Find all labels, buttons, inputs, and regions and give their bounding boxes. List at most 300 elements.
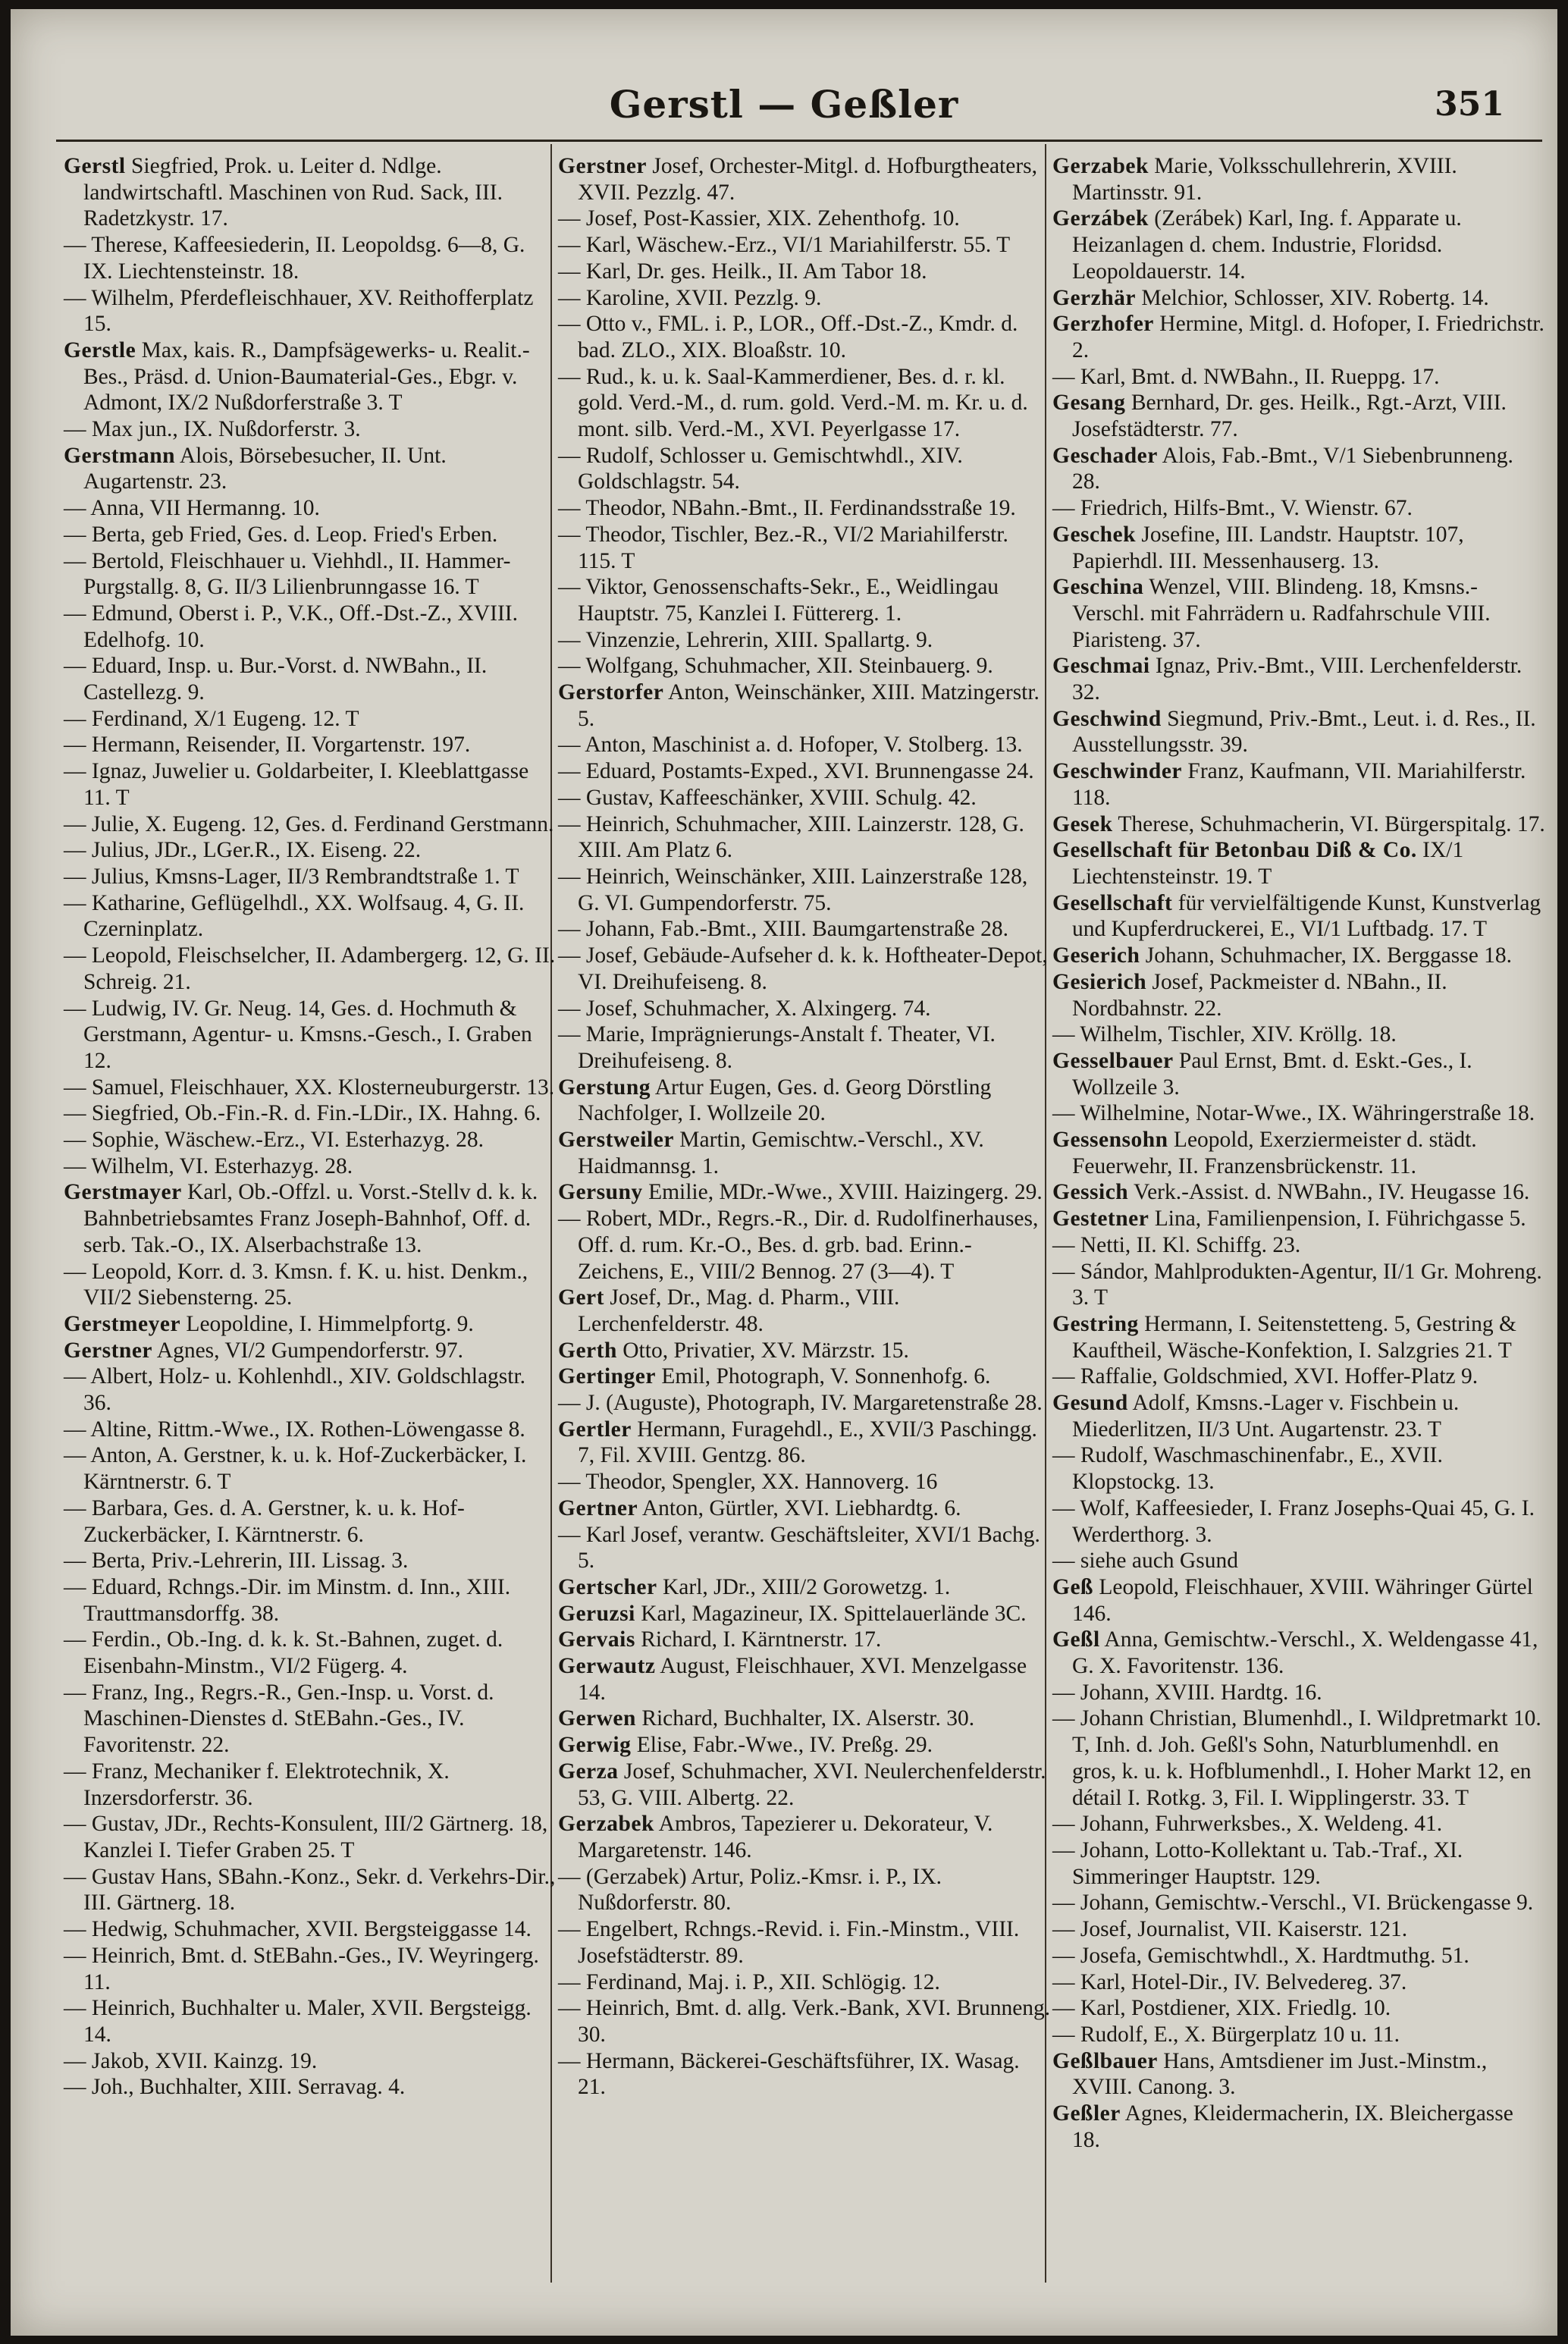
directory-entry <box>64 1495 557 1548</box>
entry-details: Johann, Schuhmacher, IX. Berggasse 18. <box>1145 943 1513 968</box>
entry-surname: Gessich <box>1052 1180 1129 1205</box>
directory-entry <box>558 1601 1051 1627</box>
entry-details: — J. (Auguste), Photograph, IV. Margaretenstraße 28. <box>558 1391 1043 1416</box>
directory-entry <box>1052 1943 1545 1969</box>
entry-surname: Gestetner <box>1052 1207 1149 1232</box>
entry-details: — siehe auch Gsund <box>1052 1549 1238 1574</box>
directory-entry <box>1052 1442 1545 1495</box>
directory-entry <box>64 811 557 838</box>
directory-entry <box>64 1916 557 1943</box>
entry-surname: Gersuny <box>558 1180 643 1205</box>
entry-details: — Bertold, Fleischhauer u. Viehhdl., II. Hammer-Purgstallg. 8, G. II/3 Lilienbrunngasse 16. T <box>64 548 511 600</box>
entry-details: — Wilhelmine, Notar-Wwe., IX. Währingerstraße 18. <box>1052 1101 1535 1126</box>
entry-details: — Rudolf, Waschmaschinenfabr., E., XVII. Klopstockg. 13. <box>1052 1443 1443 1495</box>
entry-details: Leopold, Fleischhauer, XVIII. Währinger Gürtel 146. <box>1072 1574 1533 1626</box>
directory-entry <box>1052 706 1545 758</box>
directory-entry <box>64 416 557 443</box>
entry-details: — Anton, Maschinist a. d. Hofoper, V. Stolberg. 13. <box>558 733 1023 758</box>
directory-entry <box>64 1338 557 1364</box>
directory-entry <box>558 732 1051 758</box>
entry-details: Karl, Ob.-Offzl. u. Vorst.-Stellv d. k. k. Bahnbetriebsamtes Franz Joseph-Bahnhof, Off. d. serb. Tak.-O., IX. Alserbachstraße 13. <box>83 1180 538 1257</box>
entry-details: Hermann, Furagehdl., E., XVII/3 Paschingg. 7, Fil. XVIII. Gentzg. 86. <box>578 1417 1037 1468</box>
directory-entry <box>1052 1916 1545 1943</box>
entry-details: — Josef, Gebäude-Aufseher d. k. k. Hoftheater-Depot, VI. Dreihufeiseng. 8. <box>558 943 1048 994</box>
directory-entry <box>64 943 557 995</box>
directory-entry <box>1052 758 1545 811</box>
entry-details: — Heinrich, Bmt. d. StEBahn.-Ges., IV. Weyringerg. 11. <box>64 1943 539 1994</box>
entry-surname: Geschader <box>1052 443 1158 468</box>
entry-details: Hans, Amtsdiener im Just.-Minstm., XVIII. Canong. 3. <box>1072 2048 1488 2100</box>
entry-details: Siegfried, Prok. u. Leiter d. Ndlge. landwirtschaftl. Maschinen von Rud. Sack, III. Radetzkystr. 17. <box>83 154 503 231</box>
entry-details: — Rud., k. u. k. Saal-Kammerdiener, Bes. d. r. kl. gold. Verd.-M., d. rum. gold. Verd.-M. m. Kr. u. d. mont. silb. Verd.-M., XVI. Peyerlgasse 17. <box>558 364 1028 442</box>
entry-surname: Gerstle <box>64 337 136 362</box>
entry-details: Alois, Börsebesucher, II. Unt. Augartenstr. 23. <box>83 443 447 494</box>
directory-entry <box>1052 1890 1545 1916</box>
entry-details: — Robert, MDr., Regrs.-R., Dir. d. Rudolfinerhauses, Off. d. rum. Kr.-O., Bes. d. grb. bad. Erinn.-Zeichens, E., VIII/2 Bennog. 27 (3—4). T <box>558 1207 1039 1284</box>
entry-details: Melchior, Schlosser, XIV. Robertg. 14. <box>1141 285 1489 310</box>
directory-entry <box>64 1311 557 1338</box>
directory-entry <box>1052 206 1545 284</box>
entry-details: — Hermann, Bäckerei-Geschäftsführer, IX. Wasag. 21. <box>558 2048 1020 2100</box>
entry-surname: Geß <box>1052 1574 1093 1599</box>
entry-details: Agnes, VI/2 Gumpendorferstr. 97. <box>156 1338 463 1363</box>
directory-entry <box>1052 153 1545 206</box>
directory-entry <box>1052 311 1545 363</box>
entry-details: — Theodor, Spengler, XX. Hannoverg. 16 <box>558 1470 938 1495</box>
entry-details: Marie, Volksschullehrerin, XVIII. Martinsstr. 91. <box>1072 154 1457 205</box>
directory-entry <box>64 337 557 416</box>
directory-entry <box>64 996 557 1075</box>
directory-entry <box>1052 1232 1545 1259</box>
directory-entry <box>64 1759 557 1811</box>
entry-details: — Johann, Lotto-Kollektant u. Tab.-Traf., XI. Simmeringer Hauptstr. 129. <box>1052 1838 1463 1889</box>
entry-details: — Rudolf, Schlosser u. Gemischtwhdl., XIV. Goldschlagstr. 54. <box>558 443 963 494</box>
entry-details: IX/1 Liechtensteinstr. 19. T <box>1072 838 1464 889</box>
directory-entry <box>1052 522 1545 574</box>
entry-details: — Barbara, Ges. d. A. Gerstner, k. u. k. Hof-Zuckerbäcker, I. Kärntnerstr. 6. <box>64 1495 465 1547</box>
entry-surname: Gessensohn <box>1052 1128 1168 1153</box>
directory-entry <box>64 1100 557 1127</box>
entry-details: — Max jun., IX. Nußdorferstr. 3. <box>64 417 361 442</box>
entry-details: — Josef, Schuhmacher, X. Alxingerg. 74. <box>558 996 931 1021</box>
directory-entry <box>64 706 557 733</box>
directory-entry <box>1052 1259 1545 1311</box>
entry-details: — Netti, II. Kl. Schiffg. 23. <box>1052 1232 1301 1257</box>
entry-details: Therese, Schuhmacherin, VI. Bürgerspitalg. 17. <box>1118 811 1545 836</box>
entry-details: — Franz, Ing., Regrs.-R., Gen.-Insp. u. Vorst. d. Maschinen-Dienstes d. StEBahn.-Ges., IV. Favoritenstr. 22. <box>64 1680 494 1758</box>
entry-details: — Karl, Wäschew.-Erz., VI/1 Mariahilferstr. 55. T <box>558 233 1011 258</box>
entry-details: Emilie, MDr.-Wwe., XVIII. Haizingerg. 29. <box>648 1180 1043 1205</box>
directory-entry <box>558 522 1051 574</box>
entry-details: — Friedrich, Hilfs-Bmt., V. Wienstr. 67. <box>1052 496 1413 521</box>
entry-details: Hermann, I. Seitenstetteng. 5, Gestring & Kauftheil, Wäsche-Konfektion, I. Salzgries 21. T <box>1072 1311 1516 1363</box>
directory-entry <box>1052 574 1545 653</box>
directory-entry <box>558 1363 1051 1390</box>
directory-entry <box>1052 1495 1545 1548</box>
entry-details: — Therese, Kaffeesiederin, II. Leopoldsg. 6—8, G. IX. Liechtensteinstr. 18. <box>64 233 525 284</box>
entry-details: — Gustav Hans, SBahn.-Konz., Sekr. d. Verkehrs-Dir., III. Gärtnerg. 18. <box>64 1864 556 1916</box>
directory-entry <box>64 1627 557 1679</box>
directory-entry <box>64 1864 557 1916</box>
entry-surname: Geschwind <box>1052 706 1162 731</box>
entry-surname: Gertinger <box>558 1364 656 1389</box>
directory-entry <box>1052 1127 1545 1179</box>
entry-details: Josef, Orchester-Mitgl. d. Hofburgtheaters, XVII. Pezzlg. 47. <box>578 154 1038 205</box>
entry-details: Karl, JDr., XIII/2 Gorowetzg. 1. <box>663 1574 951 1599</box>
directory-entry <box>1052 1311 1545 1363</box>
entry-surname: Gerwen <box>558 1706 636 1731</box>
entry-surname: Gerstweiler <box>558 1128 674 1153</box>
directory-entry <box>558 364 1051 443</box>
entry-details: — Viktor, Genossenschafts-Sekr., E., Weidlingau Hauptstr. 75, Kanzlei I. Füttererg. 1. <box>558 575 999 626</box>
directory-entry <box>64 758 557 811</box>
entry-details: — Hedwig, Schuhmacher, XVII. Bergsteiggasse 14. <box>64 1917 532 1942</box>
directory-entry <box>558 679 1051 732</box>
entry-details: Josef, Dr., Mag. d. Pharm., VIII. Lerchenfelderstr. 48. <box>578 1285 900 1336</box>
entry-details: — Wilhelm, Pferdefleischhauer, XV. Reithofferplatz 15. <box>64 285 534 337</box>
directory-entry <box>1052 943 1545 969</box>
entry-details: — Raffalie, Goldschmied, XVI. Hoffer-Platz 9. <box>1052 1364 1479 1389</box>
entry-details: — Otto v., FML. i. P., LOR., Off.-Dst.-Z., Kmdr. d. bad. ZLO., XIX. Bloaßstr. 10. <box>558 312 1018 362</box>
directory-entry <box>64 601 557 653</box>
page-number: 351 <box>1435 85 1504 124</box>
entry-details: Lina, Familienpension, I. Führichgasse 5. <box>1154 1207 1526 1232</box>
entry-details: Karl, Magazineur, IX. Spittelauerlände 3C. <box>641 1601 1027 1626</box>
entry-details: — Johann, Fab.-Bmt., XIII. Baumgartenstraße 28. <box>558 917 1008 942</box>
column-left <box>64 153 557 2101</box>
entry-details: Siegmund, Priv.-Bmt., Leut. i. d. Res., II. Ausstellungsstr. 39. <box>1072 706 1536 758</box>
entry-details: — Karl, Dr. ges. Heilk., II. Am Tabor 18. <box>558 259 927 284</box>
entry-details: — Ignaz, Juwelier u. Goldarbeiter, I. Kleeblattgasse 11. T <box>64 759 529 810</box>
entry-details: — Julius, JDr., LGer.R., IX. Eiseng. 22. <box>64 838 422 863</box>
entry-details: Josefine, III. Landstr. Hauptstr. 107, Papierhdl. III. Messenhauserg. 13. <box>1072 522 1464 573</box>
directory-entry <box>64 864 557 890</box>
entry-surname: Gerzhofer <box>1052 312 1154 337</box>
directory-entry <box>1052 1363 1545 1390</box>
directory-entry <box>558 443 1051 495</box>
directory-entry <box>558 1179 1051 1206</box>
page-title: Gerstl — Geßler <box>609 82 959 127</box>
entry-surname: Gerzabek <box>1052 154 1149 178</box>
entry-details: Otto, Privatier, XV. Märzstr. 15. <box>622 1338 909 1363</box>
directory-entry <box>64 1363 557 1416</box>
entry-details: — Johann, Fuhrwerksbes., X. Weldeng. 41. <box>1052 1812 1443 1837</box>
entry-details: — Josef, Journalist, VII. Kaiserstr. 121. <box>1052 1917 1408 1942</box>
entry-surname: Gerstmayer <box>64 1180 182 1205</box>
directory-entry <box>558 1811 1051 1863</box>
entry-surname: Geschwinder <box>1052 759 1183 784</box>
entry-surname: Gerstmann <box>64 443 176 468</box>
directory-entry <box>558 1969 1051 1996</box>
entry-surname: Gert <box>558 1285 604 1310</box>
directory-entry <box>558 996 1051 1022</box>
entry-details: Josef, Packmeister d. NBahn., II. Nordbahnstr. 22. <box>1072 969 1447 1021</box>
entry-surname: Gerzábek <box>1052 206 1149 231</box>
entry-details: Elise, Fabr.-Wwe., IV. Preßg. 29. <box>636 1733 933 1758</box>
entry-surname: Gerstner <box>64 1338 153 1363</box>
entry-details: — Sophie, Wäschew.-Erz., VI. Esterhazyg. 28. <box>64 1128 485 1153</box>
directory-entry <box>64 2048 557 2075</box>
entry-surname: Gerza <box>558 1759 619 1784</box>
directory-entry <box>558 1338 1051 1364</box>
directory-entry <box>64 232 557 284</box>
entry-surname: Geschek <box>1052 522 1137 547</box>
entry-details: — Wolfgang, Schuhmacher, XII. Steinbauerg. 9. <box>558 654 993 679</box>
entry-details: Richard, Buchhalter, IX. Alserstr. 30. <box>641 1706 975 1731</box>
entry-surname: Gerstl <box>64 154 126 178</box>
directory-entry <box>1052 1179 1545 1206</box>
entry-details: — Karl, Hotel-Dir., IV. Belvedereg. 37. <box>1052 1969 1407 1994</box>
directory-entry <box>558 1705 1051 1732</box>
entry-details: — Karl, Bmt. d. NWBahn., II. Rueppg. 17. <box>1052 364 1440 389</box>
entry-details: Wenzel, VIII. Blindeng. 18, Kmsns.-Verschl. mit Fahrrädern u. Radfahrschule VIII. Piaristeng. 37. <box>1072 575 1491 652</box>
entry-details: Max, kais. R., Dampfsägewerks- u. Realit.-Bes., Präsd. d. Union-Baumaterial-Ges., Ebgr. v. Admont, IX/2 Nußdorferstraße 3. T <box>83 337 530 416</box>
entry-details: — Sándor, Mahlprodukten-Agentur, II/1 Gr. Mohreng. 3. T <box>1052 1259 1542 1310</box>
entry-details: — Katharine, Geflügelhdl., XX. Wolfsaug. 4, G. II. Czerninplatz. <box>64 890 525 942</box>
directory-entry <box>64 153 557 232</box>
directory-entry <box>558 232 1051 259</box>
entry-details: — Wolf, Kaffeesieder, I. Franz Josephs-Quai 45, G. I. Werderthorg. 3. <box>1052 1495 1535 1547</box>
entry-details: — Ludwig, IV. Gr. Neug. 14, Ges. d. Hochmuth & Gerstmann, Agentur- u. Kmsns.-Gesch., I. Graben 12. <box>64 996 532 1073</box>
entry-surname: Gesellschaft für Betonbau Diß & Co. <box>1052 838 1417 863</box>
directory-entry <box>1052 1574 1545 1627</box>
directory-entry <box>1052 1995 1545 2022</box>
entry-details: — Berta, Priv.-Lehrerin, III. Lissag. 3. <box>64 1549 409 1574</box>
entry-details: — Julius, Kmsns-Lager, II/3 Rembrandtstraße 1. T <box>64 864 519 889</box>
entry-surname: Gestring <box>1052 1311 1139 1336</box>
directory-entry <box>558 1206 1051 1285</box>
entry-details: — Johann, Gemischtw.-Verschl., VI. Brückengasse 9. <box>1052 1891 1534 1916</box>
entry-surname: Gerstner <box>558 154 648 178</box>
entry-surname: Geserich <box>1052 943 1140 968</box>
directory-entry <box>1052 364 1545 391</box>
directory-entry <box>1052 969 1545 1021</box>
entry-details: Leopoldine, I. Himmelpfortg. 9. <box>186 1311 474 1336</box>
entry-details: Agnes, Kleidermacherin, IX. Bleichergasse 18. <box>1072 2101 1513 2152</box>
directory-entry <box>558 1864 1051 1916</box>
directory-entry <box>1052 2048 1545 2101</box>
directory-entry <box>64 1075 557 1101</box>
entry-details: — Julie, X. Eugeng. 12, Ges. d. Ferdinand Gerstmann. <box>64 811 554 836</box>
entry-surname: Gesselbauer <box>1052 1048 1174 1073</box>
directory-entry <box>1052 1811 1545 1837</box>
directory-entry <box>64 1943 557 1995</box>
directory-entry <box>64 1680 557 1759</box>
directory-entry <box>1052 1680 1545 1706</box>
directory-entry <box>1052 1100 1545 1127</box>
entry-details: — Gustav, Kaffeeschänker, XVIII. Schulg. 42. <box>558 785 977 810</box>
entry-details: Josef, Schuhmacher, XVI. Neulerchenfelderstr. 53, G. VIII. Albertg. 22. <box>578 1759 1046 1810</box>
entry-details: Ignaz, Priv.-Bmt., VIII. Lerchenfelderstr. 32. <box>1072 654 1523 705</box>
entry-surname: Geßler <box>1052 2101 1121 2126</box>
directory-entry <box>1052 653 1545 705</box>
directory-entry <box>1052 1837 1545 1890</box>
entry-surname: Geßlbauer <box>1052 2048 1158 2073</box>
directory-entry <box>64 1574 557 1627</box>
directory-entry <box>1052 1206 1545 1232</box>
entry-details: Paul Ernst, Bmt. d. Eskt.-Ges., I. Wollzeile 3. <box>1072 1048 1472 1100</box>
directory-entry <box>64 653 557 705</box>
directory-entry <box>64 1995 557 2047</box>
directory-entry <box>64 2074 557 2101</box>
entry-details: — Heinrich, Schuhmacher, XIII. Lainzerstr. 128, G. XIII. Am Platz 6. <box>558 811 1024 863</box>
entry-surname: Gervais <box>558 1627 635 1652</box>
directory-entry <box>1052 2101 1545 2153</box>
directory-entry <box>558 653 1051 679</box>
directory-entry <box>558 285 1051 312</box>
entry-surname: Gerzhär <box>1052 285 1136 310</box>
directory-entry <box>558 864 1051 916</box>
entry-details: — Franz, Mechaniker f. Elektrotechnik, X. Inzersdorferstr. 36. <box>64 1759 450 1810</box>
entry-surname: Gerth <box>558 1338 617 1363</box>
directory-entry <box>1052 890 1545 943</box>
directory-entry <box>64 1548 557 1574</box>
directory-entry <box>1052 1548 1545 1574</box>
directory-entry <box>558 1574 1051 1601</box>
entry-details: — Joh., Buchhalter, XIII. Serravag. 4. <box>64 2075 406 2100</box>
entry-details: — Heinrich, Bmt. d. allg. Verk.-Bank, XVI. Brunneng. 30. <box>558 1996 1051 2047</box>
entry-surname: Gesellschaft <box>1052 890 1173 915</box>
entry-surname: Gerzabek <box>558 1812 654 1837</box>
directory-entry <box>64 732 557 758</box>
entry-details: — Theodor, Tischler, Bez.-R., VI/2 Mariahilferstr. 115. T <box>558 522 1008 573</box>
directory-entry <box>64 495 557 522</box>
directory-entry <box>558 916 1051 943</box>
entry-details: August, Fleischhauer, XVI. Menzelgasse 14. <box>578 1654 1027 1705</box>
directory-entry <box>1052 285 1545 312</box>
directory-entry <box>1052 1048 1545 1100</box>
directory-entry <box>558 758 1051 785</box>
directory-entry <box>558 627 1051 654</box>
entry-surname: Geschina <box>1052 575 1144 600</box>
header-rule <box>56 140 1542 142</box>
entry-surname: Geruzsi <box>558 1601 635 1626</box>
column-right <box>1052 153 1545 2153</box>
entry-details: — Marie, Imprägnierungs-Anstalt f. Theater, VI. Dreihufeiseng. 8. <box>558 1022 996 1073</box>
directory-entry <box>558 785 1051 811</box>
directory-entry <box>558 1759 1051 1811</box>
entry-details: Bernhard, Dr. ges. Heilk., Rgt.-Arzt, VIII. Josefstädterstr. 77. <box>1072 391 1507 442</box>
directory-entry <box>64 285 557 337</box>
directory-entry <box>558 811 1051 864</box>
entry-details: — Ferdin., Ob.-Ing. d. k. k. St.-Bahnen, zuget. d. Eisenbahn-Minstm., VI/2 Fügerg. 4. <box>64 1627 503 1679</box>
entry-details: — Rudolf, E., X. Bürgerplatz 10 u. 11. <box>1052 2022 1400 2047</box>
directory-entry <box>558 1916 1051 1969</box>
entry-details: — Ferdinand, X/1 Eugeng. 12. T <box>64 706 359 731</box>
directory-entry <box>1052 837 1545 890</box>
directory-entry <box>558 1495 1051 1522</box>
entry-details: — Hermann, Reisender, II. Vorgartenstr. 197. <box>64 733 471 758</box>
entry-details: — Eduard, Insp. u. Bur.-Vorst. d. NWBahn., II. Castellezg. 9. <box>64 654 488 705</box>
entry-details: — Heinrich, Buchhalter u. Maler, XVII. Bergsteigg. 14. <box>64 1996 532 2047</box>
directory-entry <box>558 1417 1051 1469</box>
directory-entry <box>558 1469 1051 1495</box>
entry-details: — Vinzenzie, Lehrerin, XIII. Spallartg. 9. <box>558 627 933 652</box>
directory-entry <box>1052 1705 1545 1811</box>
directory-entry <box>64 522 557 548</box>
entry-surname: Geschmai <box>1052 654 1150 679</box>
entry-details: — Anna, VII Hermanng. 10. <box>64 496 320 521</box>
entry-details: Leopold, Exerziermeister d. städt. Feuerwehr, II. Franzensbrückenstr. 11. <box>1072 1128 1477 1178</box>
column-middle <box>558 153 1051 2101</box>
directory-entry <box>64 1259 557 1311</box>
entry-details: Richard, I. Kärntnerstr. 17. <box>641 1627 882 1652</box>
directory-entry <box>64 1417 557 1443</box>
entry-details: Anton, Gürtler, XVI. Liebhardtg. 6. <box>641 1495 961 1520</box>
entry-surname: Gesierich <box>1052 969 1147 994</box>
entry-details: — Josefa, Gemischtwhdl., X. Hardtmuthg. 51. <box>1052 1943 1469 1968</box>
entry-details: — Eduard, Rchngs.-Dir. im Minstm. d. Inn., XIII. Trauttmansdorffg. 38. <box>64 1574 511 1626</box>
directory-entry <box>558 311 1051 363</box>
directory-entry <box>558 1653 1051 1705</box>
entry-details: — Wilhelm, VI. Esterhazyg. 28. <box>64 1153 353 1178</box>
entry-details: — Karoline, XVII. Pezzlg. 9. <box>558 285 822 310</box>
entry-details: — Edmund, Oberst i. P., V.K., Off.-Dst.-Z., XVIII. Edelhofg. 10. <box>64 601 518 652</box>
entry-details: — Jakob, XVII. Kainzg. 19. <box>64 2048 318 2073</box>
directory-entry <box>558 1127 1051 1179</box>
directory-entry <box>64 1811 557 1863</box>
entry-details: — Siegfried, Ob.-Fin.-R. d. Fin.-LDir., IX. Hahng. 6. <box>64 1101 541 1126</box>
entry-surname: Geßl <box>1052 1627 1100 1652</box>
entry-details: Ambros, Tapezierer u. Dekorateur, V. Margaretenstr. 146. <box>578 1812 993 1862</box>
entry-surname: Gerstung <box>558 1075 651 1100</box>
entry-details: — Ferdinand, Maj. i. P., XII. Schlögig. 12. <box>558 1969 940 1994</box>
directory-entry <box>1052 390 1545 442</box>
directory-entry <box>1052 1390 1545 1442</box>
directory-entry <box>1052 811 1545 838</box>
directory-page <box>11 9 1557 2336</box>
directory-entry <box>558 1390 1051 1417</box>
entry-details: — Altine, Rittm.-Wwe., IX. Rothen-Löwengasse 8. <box>64 1417 525 1442</box>
entry-details: (Zerábek) Karl, Ing. f. Apparate u. Heizanlagen d. chem. Industrie, Floridsd. Leopoldauerstr. 14. <box>1072 206 1462 284</box>
directory-entry <box>64 548 557 601</box>
entry-details: — Josef, Post-Kassier, XIX. Zehenthofg. 10. <box>558 206 960 231</box>
entry-details: — Johann Christian, Blumenhdl., I. Wildpretmarkt 10. T, Inh. d. Joh. Geßl's Sohn, Naturblumenhdl. en gros, k. u. k. Hofblumenhdl., I. Hoher Markt 12, en détail I. Rotkg. 3, Fil. I. Wipplingerstr. 33. T <box>1052 1706 1541 1810</box>
entry-details: — Leopold, Korr. d. 3. Kmsn. f. K. u. hist. Denkm., VII/2 Siebensterng. 25. <box>64 1259 528 1310</box>
entry-details: Adolf, Kmsns.-Lager v. Fischbein u. Miederlitzen, II/3 Unt. Augartenstr. 23. T <box>1072 1391 1460 1442</box>
entry-surname: Gesek <box>1052 811 1113 836</box>
entry-details: — Berta, geb Fried, Ges. d. Leop. Fried's Erben. <box>64 522 498 547</box>
entry-details: — Theodor, NBahn.-Bmt., II. Ferdinandsstraße 19. <box>558 496 1016 521</box>
directory-entry <box>64 1179 557 1258</box>
directory-entry <box>64 837 557 864</box>
entry-surname: Gertscher <box>558 1574 657 1599</box>
entry-details: — Engelbert, Rchngs.-Revid. i. Fin.-Minstm., VIII. Josefstädterstr. 89. <box>558 1917 1020 1968</box>
directory-entry <box>1052 1627 1545 1679</box>
directory-entry <box>558 1075 1051 1127</box>
directory-entry <box>1052 443 1545 495</box>
directory-entry <box>558 259 1051 285</box>
directory-entry <box>1052 1021 1545 1048</box>
entry-details: Alois, Fab.-Bmt., V/1 Siebenbrunneng. 28. <box>1072 443 1513 494</box>
entry-details: — Karl Josef, verantw. Geschäftsleiter, XVI/1 Bachg. 5. <box>558 1522 1040 1574</box>
directory-entry <box>1052 1969 1545 1996</box>
directory-entry <box>64 443 557 495</box>
entry-surname: Gerwig <box>558 1733 632 1758</box>
entry-details: Anna, Gemischtw.-Verschl., X. Weldengasse 41, G. X. Favoritenstr. 136. <box>1072 1627 1538 1679</box>
directory-entry <box>64 1127 557 1153</box>
entry-surname: Gesund <box>1052 1391 1128 1416</box>
entry-details: — Samuel, Fleischhauer, XX. Klosterneuburgerstr. 13. <box>64 1075 555 1100</box>
entry-details: — Leopold, Fleischselcher, II. Adambergerg. 12, G. II. Schreig. 21. <box>64 943 556 994</box>
directory-entry <box>558 495 1051 522</box>
directory-entry <box>558 1285 1051 1337</box>
directory-entry <box>558 1995 1051 2047</box>
directory-entry <box>558 943 1051 995</box>
entry-details: — Eduard, Postamts-Exped., XVI. Brunnengasse 24. <box>558 759 1034 784</box>
entry-surname: Gertler <box>558 1417 632 1442</box>
entry-details: — (Gerzabek) Artur, Poliz.-Kmsr. i. P., IX. Nußdorferstr. 80. <box>558 1864 942 1916</box>
